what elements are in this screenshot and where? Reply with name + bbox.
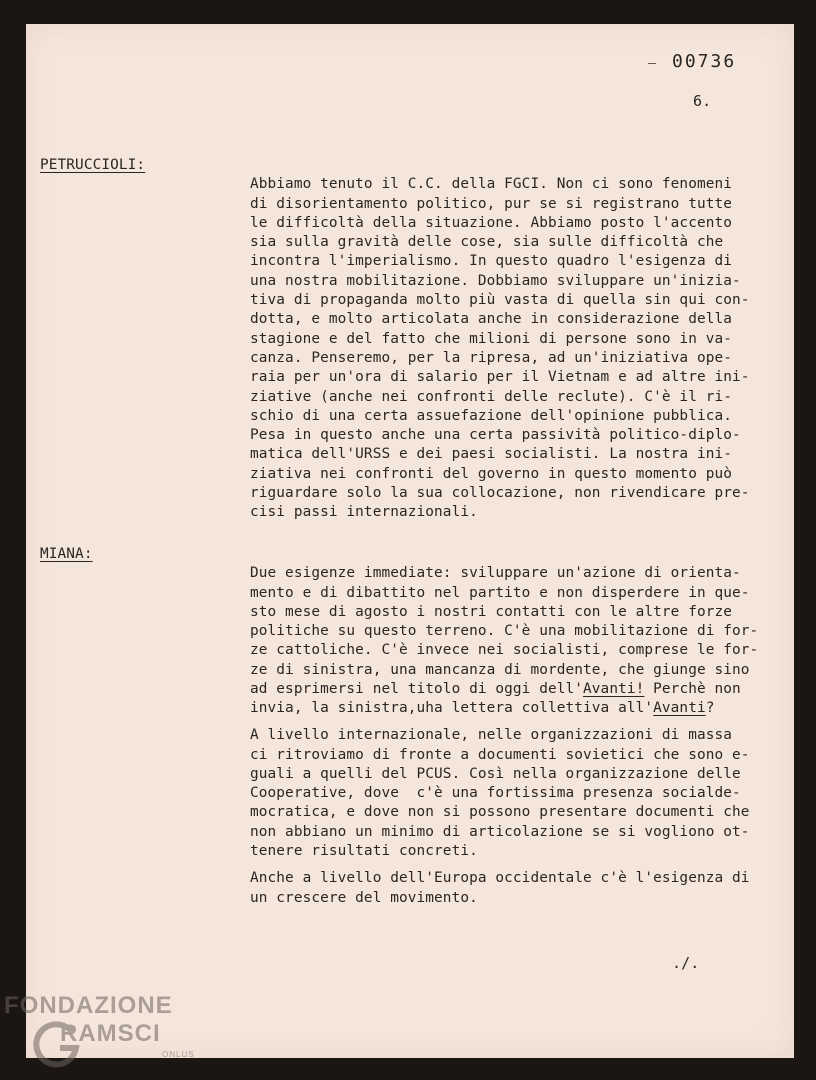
text-line: schio di una certa assuefazione dell'opinione pubblica.	[250, 407, 733, 424]
text-line: guali a quelli del PCUS. Così nella organizzazione delle	[250, 765, 741, 782]
text-line: mocratica, e dove non si possono presentare documenti che	[250, 804, 750, 821]
text-line: Abbiamo tenuto il C.C. della FGCI. Non ci sono fenomeni	[250, 176, 733, 193]
text-line: mento e di dibattito nel partito e non disperdere in que-	[250, 584, 750, 601]
text-line: un crescere del movimento.	[250, 889, 478, 906]
text-line: canza. Penseremo, per la ripresa, ad un'iniziativa ope-	[250, 349, 733, 366]
page-number: 6.	[693, 92, 712, 110]
text-line: non abbiano un minimo di articolazione se si vogliono ot-	[250, 823, 750, 840]
text-line: sto mese di agosto i nostri contatti con le altre forze	[250, 603, 733, 620]
speech-petruccioli	[250, 156, 750, 523]
text-line: tiva di propaganda molto più vasta di quella sin qui con-	[250, 292, 750, 309]
text-line: Pesa in questo anche una certa passività politico-diplo-	[250, 427, 741, 444]
speaker-petruccioli: PETRUCCIOLI:	[40, 157, 146, 173]
text-line: una nostra mobilitazione. Dobbiamo sviluppare un'inizia-	[250, 272, 741, 289]
text-line: riguardare solo la sua collocazione, non rivendicare pre-	[250, 485, 750, 502]
text-line: tenere risultati concreti.	[250, 843, 478, 860]
text-line: incontra l'imperialismo. In questo quadro l'esigenza di	[250, 253, 733, 270]
text-line: politiche su questo terreno. C'è una mobilitazione di for-	[250, 623, 759, 640]
text-line: invia, la sinistra,uha lettera collettiva all'Avanti?	[250, 700, 715, 717]
watermark-line-1: FONDAZIONE	[4, 992, 173, 1019]
text-line: ze cattoliche. C'è invece nei socialisti, comprese le for-	[250, 642, 759, 659]
watermark-line-2: RAMSCI	[60, 1020, 161, 1047]
continuation-mark: ./.	[672, 954, 700, 972]
text-line: matica dell'URSS e dei paesi socialisti. La nostra ini-	[250, 446, 733, 463]
text-line: ci ritroviamo di fronte a documenti sovietici che sono e-	[250, 746, 750, 763]
speech-miana-paragraph-3	[250, 850, 750, 908]
speaker-miana: MIANA:	[40, 546, 93, 562]
text-line: dotta, e molto articolata anche in considerazione della	[250, 311, 733, 328]
archive-watermark	[2, 992, 212, 1076]
document-number: 00736	[672, 51, 737, 72]
text-line: Cooperative, dove c'è una fortissima presenza socialde-	[250, 785, 741, 802]
newspaper-title: Avanti	[653, 700, 706, 717]
text-line: le difficoltà della situazione. Abbiamo posto l'accento	[250, 214, 733, 231]
text-line: di disorientamento politico, pur se si registrano tutte	[250, 195, 733, 212]
text-line: Anche a livello dell'Europa occidentale c'è l'esigenza di	[250, 870, 750, 887]
text-line: A livello internazionale, nelle organizzazioni di massa	[250, 727, 733, 744]
text-line: sia sulla gravità delle cose, sia sulle difficoltà che	[250, 234, 724, 251]
text-line: ad esprimersi nel titolo di oggi dell'Avanti! Perchè non	[250, 681, 741, 698]
text-line: ze di sinistra, una mancanza di mordente, che giunge sino	[250, 661, 750, 678]
text-line: raia per un'ora di salario per il Vietnam e ad altre ini-	[250, 369, 750, 386]
text-line: cisi passi internazionali.	[250, 504, 478, 521]
newspaper-title: Avanti!	[583, 681, 645, 698]
text-line: ziativa nei confronti del governo in questo momento può	[250, 465, 733, 482]
text-line: ziative (anche nei confronti delle reclute). C'è il ri-	[250, 388, 733, 405]
speech-miana-paragraph-1	[250, 545, 758, 719]
doc-number-dash	[648, 63, 656, 64]
watermark-line-3: ONLUS	[162, 1050, 195, 1059]
speech-miana-paragraph-2	[250, 707, 750, 861]
text-line: stagione e del fatto che milioni di persone sono in va-	[250, 330, 733, 347]
text-line: Due esigenze immediate: sviluppare un'azione di orienta-	[250, 565, 741, 582]
document-page	[26, 24, 794, 1058]
